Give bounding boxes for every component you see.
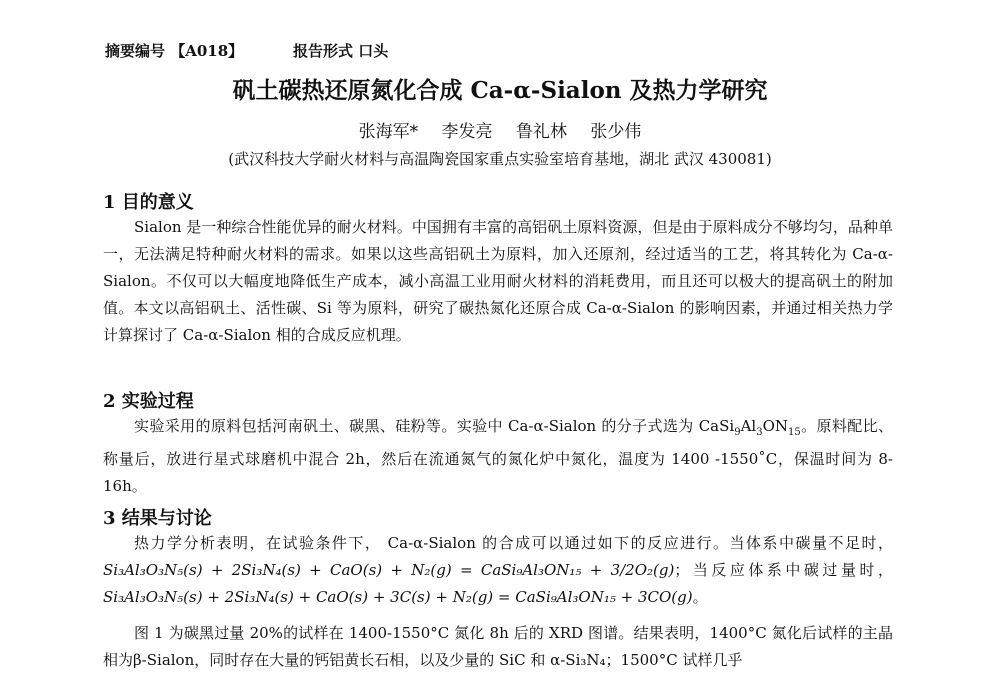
section-3-paragraph-2: 图 1 为碳黑过量 20%的试样在 1400-1550°C 氮化 8h 后的 XRD 图谱。结果表明，1400°C 氮化后试样的主晶相为β-Sialon，同时存在大量的钙铝黄长石相，以及少量的 SiC 和 α-Si₃N₄；1500°C 试样几乎 [103,624,893,669]
reaction-equation-1: Si₃Al₃O₃N₅(s) + 2Si₃N₄(s) + CaO(s) + N₂(g) = CaSi₉Al₃ON₁₅ + 3/2O₂(g) [103,561,675,579]
section-2-paragraph: 实验采用的原料包括河南矾土、碳黑、硅粉等。实验中 Ca-α-Sialon 的分子式选为 $CaSi_9Al_3ON_{15}$。原料配比、称量后，放进行星式球磨机中混合 2h，然后在流通氮气的氮化炉中氮化，温度为 1400 -1550˚C，保温时间为 8-16h。 [103,417,893,495]
section-heading-2: 2 实验过程 [103,391,194,412]
paper-title: 矾土碳热还原氮化合成 Ca-α-Sialon 及热力学研究 [232,77,768,104]
abstract-code: 摘要编号 【A018】 [105,42,244,60]
section-1-paragraph: Sialon 是一种综合性能优异的耐火材料。中国拥有丰富的高铝矾土原料资源，但是由于原料成分不够均匀，品种单一，无法满足特种耐火材料的需求。如果以这些高铝矾土为原料，加入还原剂，经过适当的工艺，将其转化为 Ca-α-Sialon。不仅可以大幅度地降低生产成本，减小高温工业用耐火材料的消耗费用，而且还可以极大的提高矾土的附加值。本文以高铝矾土、活性碳、Si 等为原料，研究了碳热氮化还原合成 Ca-α-Sialon 的影响因素，并通过相关热力学计算探讨了 Ca-α-Sialon 相的合成反应机理。 [103,218,893,344]
affiliation: (武汉科技大学耐火材料与高温陶瓷国家重点实验室培育基地，湖北 武汉 430081) [228,150,772,168]
reaction-equation-2: Si₃Al₃O₃N₅(s) + 2Si₃N₄(s) + CaO(s) + 3C(s) + N₂(g) = CaSi₉Al₃ON₁₅ + 3CO(g) [103,588,693,606]
report-format: 报告形式 口头 [293,42,389,60]
author-list [0,117,1000,142]
author-1: 张海军* [358,122,419,142]
author-4: 张少伟 [590,122,642,142]
author-3: 鲁礼林 [515,122,567,142]
section-heading-3: 3 结果与讨论 [103,508,212,529]
author-2: 李发亮 [441,122,493,142]
section-3-paragraph-1: 热力学分析表明，在试验条件下， Ca-α-Sialon 的合成可以通过如下的反应进行。当体系中碳量不足时，Si₃Al₃O₃N₅(s) + 2Si₃N₄(s) + CaO(s) + N₂(g) = CaSi₉Al₃ON₁₅ + 3/2O₂(g)；当反应体系中碳过量时，Si₃Al₃O₃N₅(s) + 2Si₃N₄(s) + CaO(s) + 3C(s) + N₂(g) = CaSi₉Al₃ON₁₅ + 3CO(g)。 [103,534,893,606]
section-heading-1: 1 目的意义 [103,192,194,213]
